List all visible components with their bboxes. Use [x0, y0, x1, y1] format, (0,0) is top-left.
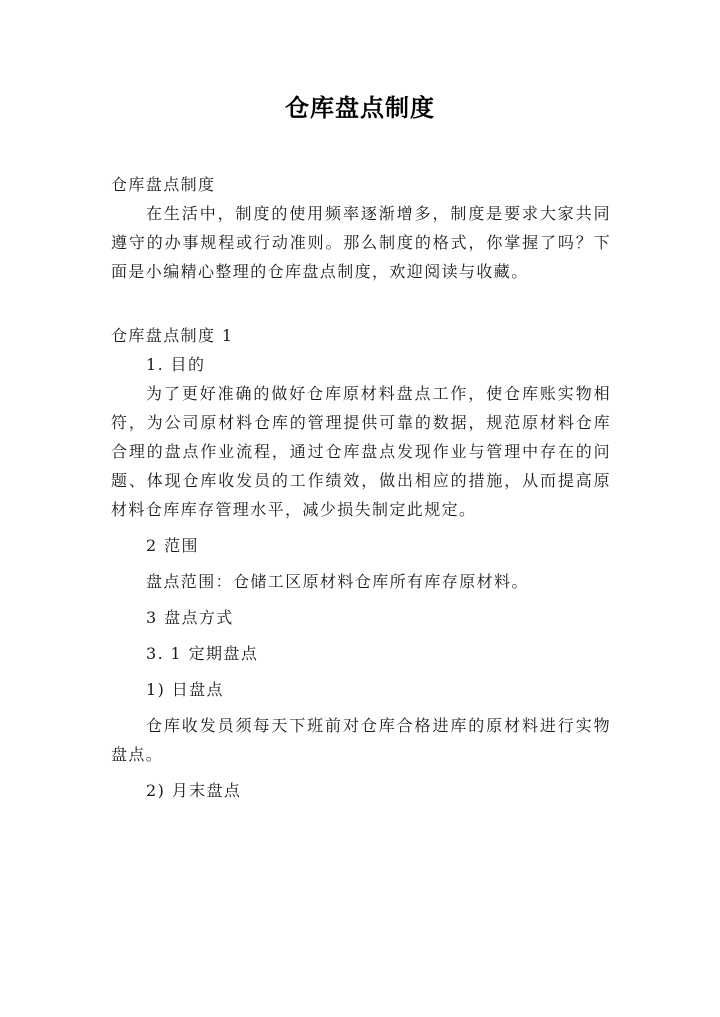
intro-paragraph: 在生活中，制度的使用频率逐渐增多，制度是要求大家共同遵守的办事规程或行动准则。那么制度的格式，你掌握了吗？下面是小编精心整理的仓库盘点制度，欢迎阅读与收藏。 — [111, 204, 611, 281]
section1-heading: 仓库盘点制度 1 — [111, 326, 234, 345]
document-body — [111, 170, 611, 805]
section-spacer — [111, 286, 611, 321]
daily-body: 仓库收发员须每天下班前对仓库合格进库的原材料进行实物盘点。 — [111, 716, 611, 764]
item1-body: 为了更好准确的做好仓库原材料盘点工作，使仓库账实物相符，为公司原材料仓库的管理提供可靠的数据，规范原材料仓库合理的盘点作业流程，通过仓库盘点发现作业与管理中存在的问题、体现仓库收发员的工作绩效，做出相应的措施，从而提高原材料仓库库存管理水平，减少损失制定此规定。 — [111, 384, 611, 519]
item2-heading: 2 范围 — [146, 536, 199, 555]
item3-heading: 3 盘点方式 — [146, 608, 234, 627]
intro-heading: 仓库盘点制度 — [111, 175, 216, 194]
item1-heading: 1. 目的 — [146, 355, 206, 374]
document-title: 仓库盘点制度 — [285, 94, 435, 122]
daily-heading: 1) 日盘点 — [146, 680, 224, 699]
item2-body: 盘点范围：仓储工区原材料仓库所有库存原材料。 — [146, 572, 529, 591]
monthly-heading: 2) 月末盘点 — [146, 781, 242, 800]
item31-heading: 3. 1 定期盘点 — [146, 644, 259, 663]
